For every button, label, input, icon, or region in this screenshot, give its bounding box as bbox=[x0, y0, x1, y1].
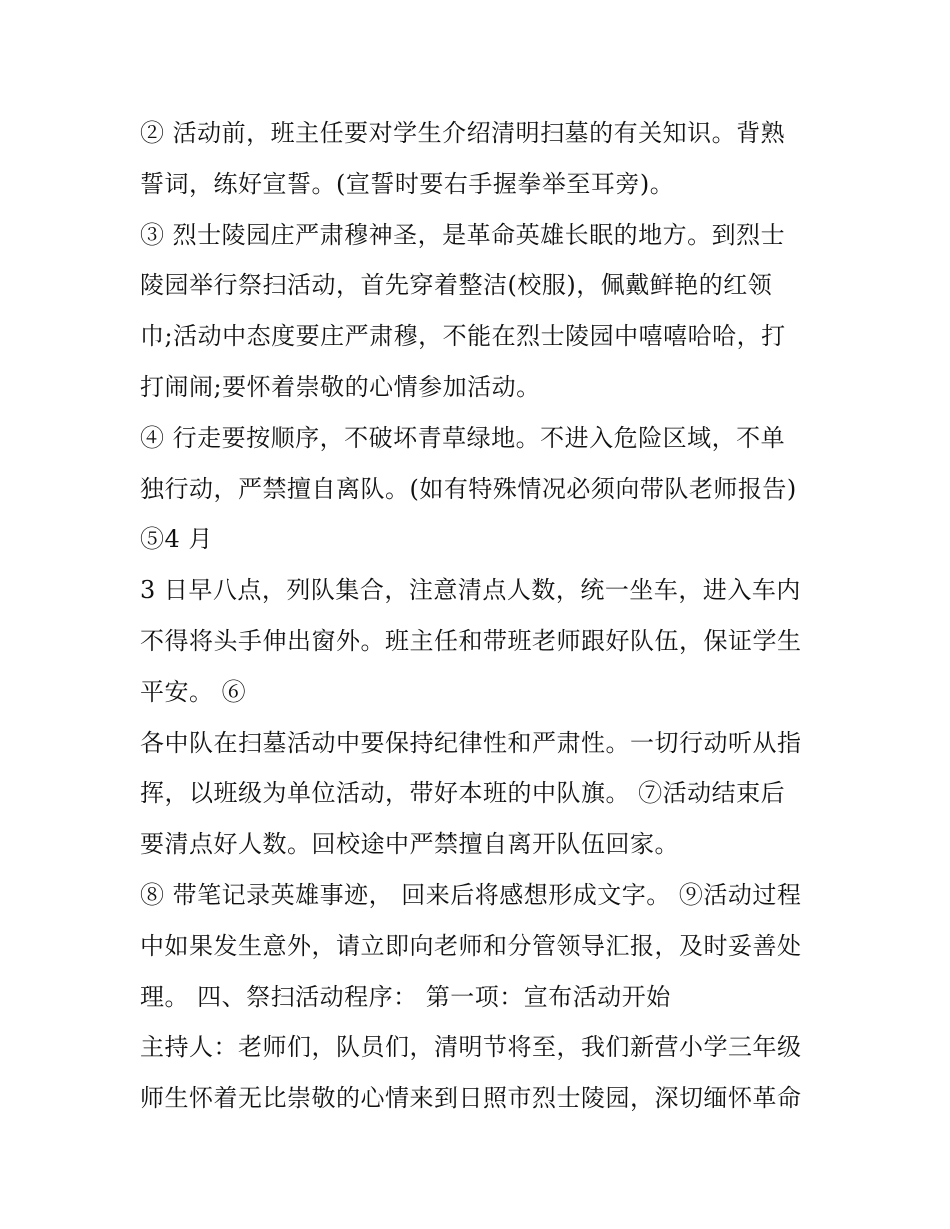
text-line: 独行动，严禁擅自离队。(如有特殊情况必须向带队老师报告) bbox=[140, 474, 797, 503]
text-line: 陵园举行祭扫活动，首先穿着整洁(校服)，佩戴鲜艳的红领 bbox=[140, 271, 773, 300]
text-line: 要清点好人数。回校途中严禁擅自离开队伍回家。 bbox=[140, 830, 679, 859]
text-line: 主持人：老师们，队员们，清明节将至，我们新营小学三年级 bbox=[140, 1033, 802, 1062]
text-line: 挥，以班级为单位活动，带好本班的中队旗。 ⑦活动结束后 bbox=[140, 779, 786, 808]
text-line: ⑤4 月 bbox=[140, 525, 213, 554]
text-line: 平安。 ⑥ bbox=[140, 677, 247, 706]
text-line: 中如果发生意外，请立即向老师和分管领导汇报，及时妥善处 bbox=[140, 931, 802, 960]
text-line: ④ 行走要按顺序，不破坏青草绿地。不进入危险区域，不单 bbox=[140, 423, 786, 452]
text-line: 各中队在扫墓活动中要保持纪律性和严肃性。一切行动听从指 bbox=[140, 728, 802, 757]
text-line: ② 活动前，班主任要对学生介绍清明扫墓的有关知识。背熟 bbox=[140, 119, 786, 147]
text-line: 巾;活动中态度要庄严肃穆，不能在烈士陵园中嘻嘻哈哈，打 bbox=[140, 322, 786, 351]
text-line: 誓词，练好宣誓。(宣誓时要右手握拳举至耳旁)。 bbox=[140, 169, 675, 198]
text-line: 打闹闹;要怀着崇敬的心情参加活动。 bbox=[140, 372, 541, 401]
text-line: ③ 烈士陵园庄严肃穆神圣，是革命英雄长眠的地方。到烈士 bbox=[140, 220, 786, 249]
text-line: 理。 四、祭扫活动程序： 第一项：宣布活动开始 bbox=[140, 982, 671, 1011]
text-line: 师生怀着无比崇敬的心情来到日照市烈士陵园，深切缅怀革命 bbox=[140, 1084, 802, 1113]
text-line: 3 日早八点，列队集合，注意清点人数，统一坐车，进入车内 bbox=[140, 576, 801, 605]
text-line: ⑧ 带笔记录英雄事迹， 回来后将感想形成文字。 ⑨活动过程 bbox=[140, 880, 802, 909]
document-body bbox=[140, 108, 820, 1124]
text-line: 不得将头手伸出窗外。班主任和带班老师跟好队伍，保证学生 bbox=[140, 626, 802, 655]
